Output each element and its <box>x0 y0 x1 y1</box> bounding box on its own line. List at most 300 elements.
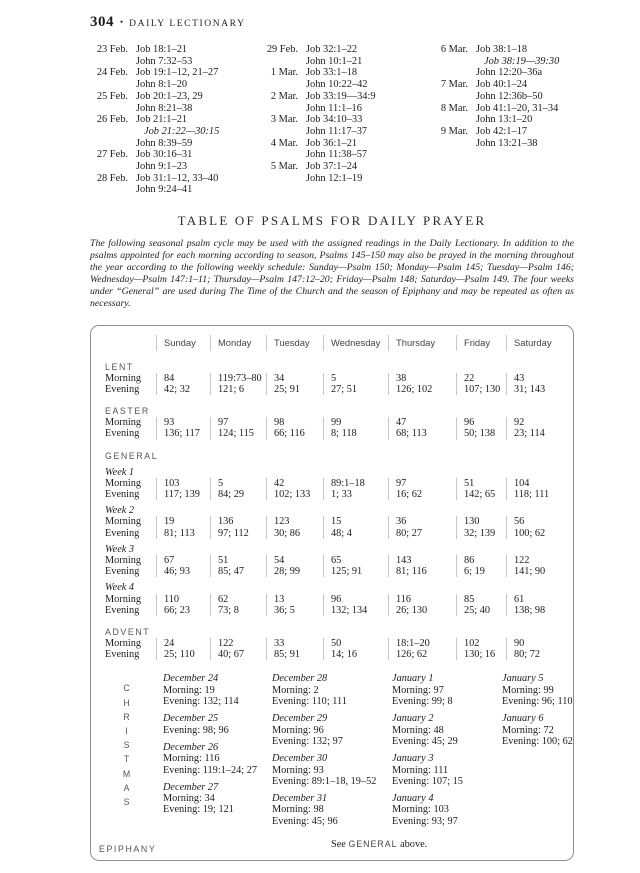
season-label-row <box>91 449 573 462</box>
christmas-letter: H <box>123 697 131 708</box>
psalm-cell: 28; 99 <box>266 566 323 577</box>
reading-line: Job 21:22—30:15 <box>144 125 220 137</box>
christmas-date: January 6 <box>502 713 544 725</box>
christmas-evening: Evening: 132; 97 <box>272 735 343 747</box>
psalm-cell: 5 <box>210 478 266 489</box>
psalm-cell: 51 <box>210 555 266 566</box>
row-label: Evening <box>105 649 140 661</box>
christmas-date: December 25 <box>163 713 219 725</box>
psalm-cell: 25; 91 <box>266 384 323 395</box>
psalm-cell: 122 <box>506 555 573 566</box>
reading-line: Job 19:1–12, 21–27 <box>136 67 219 79</box>
lectionary-column <box>90 44 260 196</box>
reading-line: Job 21:1–21 <box>136 114 188 126</box>
christmas-morning: Morning: 93 <box>272 764 324 776</box>
psalm-cell: 34 <box>266 373 323 384</box>
christmas-morning: Morning: 72 <box>502 724 554 736</box>
psalm-cell: 117; 139 <box>156 489 210 500</box>
lectionary-entry <box>90 114 260 149</box>
psalm-cell: 97 <box>210 417 266 428</box>
christmas-date: December 27 <box>163 781 219 793</box>
psalm-cell: 66; 23 <box>156 605 210 616</box>
lectionary-column <box>260 44 430 196</box>
epiphany-row <box>91 839 573 852</box>
psalm-row <box>91 605 573 616</box>
season-label-row <box>91 404 573 417</box>
entry-date: 23 Feb. <box>96 44 128 55</box>
psalm-cell: 107; 130 <box>456 384 506 395</box>
entry-readings <box>306 44 362 67</box>
psalm-cell: 86 <box>456 555 506 566</box>
psalm-row <box>91 566 573 577</box>
reading-line: John 13:1–20 <box>476 114 533 126</box>
entry-date: 25 Feb. <box>96 90 128 102</box>
entry-readings <box>136 173 218 196</box>
reading-line: John 10:22–42 <box>306 79 368 91</box>
christmas-date: December 28 <box>272 673 328 685</box>
reading-line: John 9:1–23 <box>136 161 188 173</box>
christmas-evening: Evening: 45; 29 <box>392 735 458 747</box>
psalm-cell: 25; 110 <box>156 649 210 660</box>
christmas-evening: Evening: 93; 97 <box>392 815 458 827</box>
christmas-day-block <box>392 673 502 707</box>
christmas-columns <box>163 673 573 833</box>
christmas-evening: Evening: 99; 8 <box>392 696 453 708</box>
epiphany-label: EPIPHANY <box>99 844 157 854</box>
lectionary-entry <box>260 114 430 137</box>
psalm-cell: 27; 51 <box>323 384 388 395</box>
reading-line: Job 32:1–22 <box>306 44 358 55</box>
psalm-cell: 136 <box>210 516 266 527</box>
psalm-row <box>91 638 573 649</box>
psalm-cell: 31; 143 <box>506 384 573 395</box>
psalm-cell: 36; 5 <box>266 605 323 616</box>
lectionary-entry <box>430 126 574 149</box>
entry-readings <box>476 126 537 149</box>
christmas-morning: Morning: 103 <box>392 804 449 816</box>
reading-line: John 13:21–38 <box>476 137 538 149</box>
psalm-cell: 84 <box>156 373 210 384</box>
season-name: ADVENT <box>105 627 151 638</box>
christmas-vertical-label <box>91 673 163 833</box>
season-label-row <box>91 360 573 373</box>
entry-date: 5 Mar. <box>270 161 298 173</box>
season-label-row <box>91 625 573 638</box>
psalm-cell: 97; 112 <box>210 528 266 539</box>
psalm-cell: 85; 91 <box>266 649 323 660</box>
psalm-cell: 50; 138 <box>456 428 506 439</box>
psalm-cell: 141; 90 <box>506 566 573 577</box>
psalm-cell: 89:1–18 <box>323 478 388 489</box>
entry-readings <box>306 114 367 137</box>
christmas-day-block <box>272 673 392 707</box>
lectionary-entry <box>260 44 430 67</box>
day-header: Monday <box>210 335 266 351</box>
epiphany-note-keyword: GENERAL <box>348 839 398 849</box>
reading-line: John 11:1–16 <box>306 102 362 114</box>
christmas-day-block <box>392 793 502 827</box>
christmas-date: December 24 <box>163 673 219 685</box>
psalm-cell: 61 <box>506 594 573 605</box>
christmas-evening: Evening: 119:1–24; 27 <box>163 764 257 776</box>
psalm-cell: 103 <box>156 478 210 489</box>
christmas-morning: Morning: 96 <box>272 724 324 736</box>
day-header: Sunday <box>156 335 210 351</box>
entry-date: 27 Feb. <box>96 149 128 161</box>
entry-readings <box>136 67 218 90</box>
entry-date: 1 Mar. <box>270 67 298 79</box>
entry-date: 2 Mar. <box>270 90 298 102</box>
entry-readings <box>306 91 376 114</box>
psalm-cell: 102 <box>456 638 506 649</box>
week-label: Week 2 <box>105 505 135 517</box>
psalm-cell: 90 <box>506 638 573 649</box>
christmas-morning: Morning: 48 <box>392 724 444 736</box>
christmas-morning: Morning: 97 <box>392 684 444 696</box>
psalm-cell: 46; 93 <box>156 566 210 577</box>
psalm-cell: 102; 133 <box>266 489 323 500</box>
psalm-row <box>91 478 573 489</box>
season-name: LENT <box>105 361 134 372</box>
christmas-date: December 30 <box>272 753 328 765</box>
psalm-cell: 122 <box>210 638 266 649</box>
psalm-cell: 19 <box>156 516 210 527</box>
psalm-row <box>91 428 573 439</box>
entry-date: 28 Feb. <box>96 172 128 184</box>
psalm-row <box>91 384 573 395</box>
psalm-cell: 118; 111 <box>506 489 573 500</box>
psalm-cell: 132; 134 <box>323 605 388 616</box>
reading-line: John 10:1–21 <box>306 55 363 67</box>
psalm-cell: 73; 8 <box>210 605 266 616</box>
psalm-cell: 47 <box>388 417 456 428</box>
psalm-row <box>91 489 573 500</box>
christmas-column <box>392 673 502 833</box>
entry-readings <box>306 161 362 184</box>
christmas-day-block <box>163 713 272 736</box>
psalm-cell: 66; 116 <box>266 428 323 439</box>
christmas-morning: Morning: 98 <box>272 804 324 816</box>
psalm-row <box>91 649 573 660</box>
week-label-row <box>91 505 573 516</box>
row-label: Morning <box>105 593 142 605</box>
row-label: Evening <box>105 428 140 440</box>
christmas-morning: Morning: 19 <box>163 684 215 696</box>
psalm-table <box>90 325 574 861</box>
lectionary-entry <box>430 103 574 126</box>
row-label: Morning <box>105 417 142 429</box>
psalm-cell: 22 <box>456 373 506 384</box>
reading-line: John 8:21–38 <box>136 102 193 114</box>
entry-date: 4 Mar. <box>270 137 298 149</box>
christmas-day-block <box>163 673 272 707</box>
lectionary-entry <box>90 173 260 196</box>
psalm-cell: 138; 98 <box>506 605 573 616</box>
christmas-evening: Evening: 89:1–18, 19–52 <box>272 775 377 787</box>
entry-readings <box>476 79 543 102</box>
psalm-cell: 124; 115 <box>210 428 266 439</box>
psalm-cell: 68; 113 <box>388 428 456 439</box>
psalm-cell: 92 <box>506 417 573 428</box>
christmas-letter: I <box>125 726 129 737</box>
psalm-cell: 125; 91 <box>323 566 388 577</box>
entry-date: 8 Mar. <box>440 102 468 114</box>
christmas-section <box>91 673 573 833</box>
entry-date: 9 Mar. <box>440 125 468 137</box>
christmas-letter: M <box>122 768 132 779</box>
christmas-day-block <box>272 753 392 787</box>
lectionary-entry <box>260 67 430 90</box>
psalm-cell: 67 <box>156 555 210 566</box>
row-label: Morning <box>105 516 142 528</box>
psalm-row <box>91 373 573 384</box>
psalm-cell: 99 <box>323 417 388 428</box>
header-spacer <box>91 335 156 351</box>
psalm-cell: 38 <box>388 373 456 384</box>
christmas-date: January 3 <box>392 753 434 765</box>
christmas-letter: R <box>123 711 131 722</box>
reading-line: Job 38:1–18 <box>476 44 528 55</box>
psalm-cell: 126; 62 <box>388 649 456 660</box>
row-label: Evening <box>105 566 140 578</box>
psalm-cell: 15 <box>323 516 388 527</box>
lectionary-entry <box>90 67 260 90</box>
row-label: Evening <box>105 489 140 500</box>
psalm-cell: 98 <box>266 417 323 428</box>
entry-date: 24 Feb. <box>96 67 128 79</box>
christmas-letter: S <box>123 740 131 751</box>
psalm-cell: 54 <box>266 555 323 566</box>
psalm-cell: 85; 47 <box>210 566 266 577</box>
psalm-cell: 40; 67 <box>210 649 266 660</box>
psalm-cell: 14; 16 <box>323 649 388 660</box>
christmas-morning: Morning: 111 <box>392 764 449 776</box>
psalm-cell: 136; 117 <box>156 428 210 439</box>
psalm-table-body <box>91 360 573 661</box>
entry-readings <box>136 44 192 67</box>
reading-line: Job 40:1–24 <box>476 79 528 91</box>
row-label: Morning <box>105 638 142 650</box>
psalm-cell: 130; 16 <box>456 649 506 660</box>
reading-line: John 9:24–41 <box>136 184 193 196</box>
christmas-column <box>163 673 272 833</box>
psalm-cell: 25; 40 <box>456 605 506 616</box>
entry-date: 29 Feb. <box>266 44 298 55</box>
lectionary-entry <box>90 149 260 172</box>
psalms-table-heading: TABLE OF PSALMS FOR DAILY PRAYER <box>177 213 487 229</box>
christmas-evening: Evening: 110; 111 <box>272 696 347 708</box>
row-label: Evening <box>105 383 140 395</box>
entry-readings <box>136 114 219 149</box>
psalm-cell: 50 <box>323 638 388 649</box>
week-label: Week 3 <box>105 543 135 555</box>
christmas-evening: Evening: 45; 96 <box>272 815 338 827</box>
psalm-cell: 48; 4 <box>323 528 388 539</box>
entry-readings <box>306 67 367 90</box>
season-name: GENERAL <box>105 450 159 461</box>
christmas-column <box>272 673 392 833</box>
entry-readings <box>476 103 558 126</box>
reading-line: John 12:1–19 <box>306 172 363 184</box>
christmas-date: December 31 <box>272 793 328 805</box>
day-header: Tuesday <box>266 335 323 351</box>
psalm-cell: 6; 19 <box>456 566 506 577</box>
day-header: Saturday <box>506 335 573 351</box>
christmas-day-block <box>272 793 392 827</box>
week-label-row <box>91 467 573 478</box>
reading-line: Job 42:1–17 <box>476 125 528 137</box>
row-label: Morning <box>105 372 142 384</box>
christmas-evening: Evening: 96; 110 <box>502 696 573 708</box>
psalm-cell: 142; 65 <box>456 489 506 500</box>
week-label-row <box>91 544 573 555</box>
christmas-day-block <box>502 713 573 747</box>
psalm-cell: 65 <box>323 555 388 566</box>
psalm-cell: 43 <box>506 373 573 384</box>
lectionary-entry <box>260 138 430 161</box>
christmas-evening: Evening: 98; 96 <box>163 724 229 736</box>
entry-date: 26 Feb. <box>96 114 128 126</box>
reading-line: Job 37:1–24 <box>306 161 358 173</box>
psalm-cell: 123 <box>266 516 323 527</box>
christmas-column <box>502 673 573 833</box>
christmas-day-block <box>163 742 272 776</box>
christmas-letter: C <box>123 683 131 694</box>
psalm-cell: 84; 29 <box>210 489 266 500</box>
entry-date: 6 Mar. <box>440 44 468 55</box>
psalm-cell: 24 <box>156 638 210 649</box>
page-title: DAILY LECTIONARY <box>129 19 246 29</box>
psalm-cell: 80; 27 <box>388 528 456 539</box>
reading-line: John 12:36b–50 <box>476 90 543 102</box>
season-name: EASTER <box>105 406 150 417</box>
psalm-row <box>91 516 573 527</box>
lectionary-entry <box>430 79 574 102</box>
christmas-day-block <box>392 753 502 787</box>
reading-line: Job 30:16–31 <box>136 149 193 161</box>
christmas-day-block <box>502 673 573 707</box>
psalm-cell: 93 <box>156 417 210 428</box>
christmas-evening: Evening: 100; 62 <box>502 735 573 747</box>
psalm-cell: 1; 33 <box>323 489 388 500</box>
table-header-row <box>91 335 573 351</box>
psalm-cell: 51 <box>456 478 506 489</box>
psalm-row <box>91 528 573 539</box>
entry-date: 7 Mar. <box>440 79 468 91</box>
row-label: Evening <box>105 604 140 616</box>
reading-line: Job 31:1–12, 33–40 <box>136 172 219 184</box>
row-label: Evening <box>105 527 140 539</box>
christmas-letter: A <box>123 782 131 793</box>
lectionary-entry <box>260 161 430 184</box>
christmas-evening: Evening: 132; 114 <box>163 696 239 708</box>
lectionary-entry <box>260 91 430 114</box>
christmas-day-block <box>163 782 272 816</box>
christmas-letter: T <box>123 754 131 765</box>
psalm-cell: 42 <box>266 478 323 489</box>
reading-line: Job 33:19—34:9 <box>306 90 376 102</box>
lectionary-entry <box>90 44 260 67</box>
christmas-date: December 26 <box>163 741 219 753</box>
row-label: Morning <box>105 477 142 489</box>
psalm-cell: 96 <box>456 417 506 428</box>
christmas-letter: S <box>123 797 131 808</box>
reading-line: John 11:17–37 <box>306 125 368 137</box>
psalm-row <box>91 555 573 566</box>
christmas-evening: Evening: 107; 15 <box>392 775 463 787</box>
lectionary-entry <box>430 44 574 79</box>
reading-line: John 11:38–57 <box>306 149 368 161</box>
reading-line: Job 36:1–21 <box>306 137 358 149</box>
week-label: Week 1 <box>105 466 135 478</box>
psalm-row <box>91 594 573 605</box>
psalm-cell: 30; 86 <box>266 528 323 539</box>
epiphany-note-prefix: See <box>331 839 349 850</box>
epiphany-note-suffix: above. <box>397 839 428 850</box>
psalm-cell: 56 <box>506 516 573 527</box>
reading-line: John 8:39–59 <box>136 137 193 149</box>
reading-line: Job 38:19—39:30 <box>484 55 560 67</box>
entry-readings <box>136 91 203 114</box>
psalm-cell: 8; 118 <box>323 428 388 439</box>
psalm-cell: 85 <box>456 594 506 605</box>
psalms-intro-paragraph: The following seasonal psalm cycle may be used with the assigned readings in the Daily Lectionary. In addition to the psalms appointed for each morning according to season, Psalms 145–150 may also be prayed in the morning throughout the year according to the following weekly schedule: Sunday—Psalm 150; Monday—Psalm 145; Tuesday—Psalm 146; Wednesday—Psalm 147:1–11; Thursday—Psalm 147:12–20; Friday—Psalm 148; Saturday—Psalm 149. The four weeks under “General” are used during The Time of the Church and the season of Epiphany and may be repeated as often as necessary. <box>90 238 574 309</box>
psalm-cell: 81; 113 <box>156 528 210 539</box>
psalm-cell: 110 <box>156 594 210 605</box>
lectionary-column <box>430 44 574 196</box>
entry-date: 3 Mar. <box>270 114 298 126</box>
row-label: Morning <box>105 555 142 567</box>
psalm-cell: 26; 130 <box>388 605 456 616</box>
psalm-cell: 119:73–80 <box>210 373 266 384</box>
reading-line: John 8:1–20 <box>136 79 188 91</box>
day-header: Wednesday <box>323 335 388 351</box>
christmas-morning: Morning: 34 <box>163 793 215 805</box>
psalm-cell: 36 <box>388 516 456 527</box>
entry-readings <box>136 149 192 172</box>
reading-line: Job 41:1–20, 31–34 <box>476 102 559 114</box>
psalm-cell: 116 <box>388 594 456 605</box>
psalm-cell: 130 <box>456 516 506 527</box>
psalm-cell: 16; 62 <box>388 489 456 500</box>
christmas-day-block <box>392 713 502 747</box>
psalm-cell: 96 <box>323 594 388 605</box>
psalm-cell: 97 <box>388 478 456 489</box>
epiphany-note <box>331 839 427 850</box>
lectionary-entry <box>90 91 260 114</box>
christmas-evening: Evening: 19; 121 <box>163 804 234 816</box>
reading-line: Job 34:10–33 <box>306 114 363 126</box>
psalm-cell: 13 <box>266 594 323 605</box>
page-header <box>90 14 574 31</box>
psalm-row <box>91 417 573 428</box>
psalm-cell: 42; 32 <box>156 384 210 395</box>
psalm-cell: 100; 62 <box>506 528 573 539</box>
header-separator: • <box>120 17 124 27</box>
reading-line: Job 33:1–18 <box>306 67 358 79</box>
psalm-cell: 32; 139 <box>456 528 506 539</box>
christmas-day-block <box>272 713 392 747</box>
psalm-cell: 5 <box>323 373 388 384</box>
page-number: 304 <box>90 14 114 30</box>
psalm-cell: 62 <box>210 594 266 605</box>
reading-line: John 7:32–53 <box>136 55 193 67</box>
reading-line: John 12:20–36a <box>476 67 543 79</box>
entry-readings <box>476 44 559 79</box>
christmas-date: January 4 <box>392 793 434 805</box>
psalm-cell: 23; 114 <box>506 428 573 439</box>
day-header: Friday <box>456 335 506 351</box>
